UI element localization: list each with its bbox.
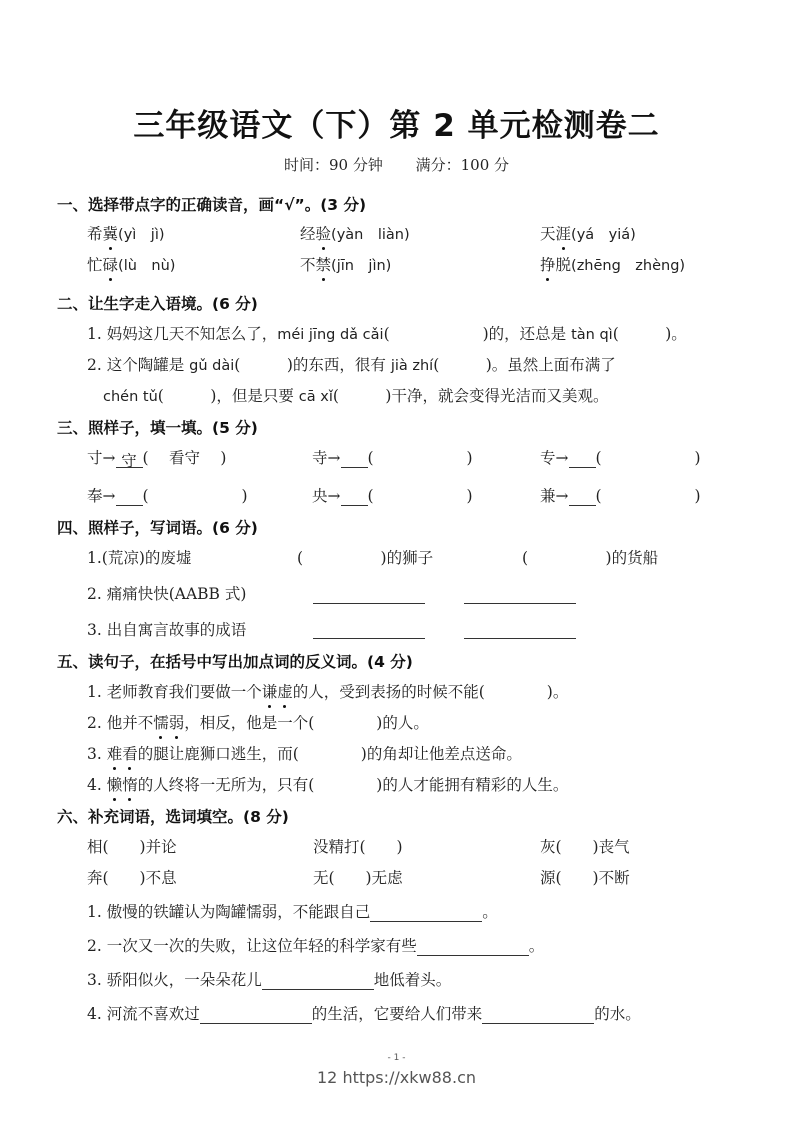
page-title: 三年级语文（下）第 2 单元检测卷二	[133, 108, 660, 144]
page-number: - 1 -	[387, 1053, 406, 1063]
s6-sentence-3: 3. 骄阳似火，一朵朵花儿 地低着头。	[87, 971, 452, 989]
answer-blank[interactable]: ( )。	[612, 325, 687, 343]
s6-idiom-4[interactable]: 奔( )不息	[87, 869, 177, 887]
time-limit: 时间：90 分钟	[283, 156, 383, 174]
word: 经验	[300, 225, 331, 243]
s6-idiom-1[interactable]: 相( )并论	[87, 838, 177, 856]
s2-line-2: 2. 这个陶罐是 gǔ dài( )的东西，很有 jià zhí( )。虽然上面布满了	[87, 356, 616, 374]
s4-line-2: 2. 痛痛快快(AABB 式)	[87, 585, 247, 603]
s4-line-1b[interactable]: ( )的狮子	[297, 549, 434, 567]
s3-item-6: 兼→ ( )	[540, 487, 701, 505]
answer-blank[interactable]	[569, 449, 596, 468]
s5-line-2: 2. 他并不懦弱，相反，他是一个( )的人。	[87, 711, 429, 733]
section5-heading: 五、读句子，在括号中写出加点词的反义词。(4 分)	[57, 653, 413, 671]
dotted-word: 懦弱	[153, 714, 184, 732]
answer-blank[interactable]: ( )的东西，很有	[234, 356, 391, 374]
dotted-word: 难看	[107, 745, 138, 763]
s2-line-3: chén tǔ( )，但是只要 cā xǐ( )干净，就会变得光洁而又美观。	[103, 387, 609, 405]
s3-item-3: 专→ ( )	[540, 449, 701, 467]
answer-blank[interactable]	[313, 620, 425, 639]
section2-heading: 二、让生字走入语境。(6 分)	[57, 295, 258, 313]
watermark-url: 12 https://xkw88.cn	[317, 1068, 476, 1087]
s5-line-1: 1. 老师教育我们要做一个谦虚的人，受到表扬的时候不能( )。	[87, 680, 568, 702]
s5-line-3: 3. 难看的腿让鹿狮口逃生，而( )的角却让他差点送命。	[87, 742, 522, 764]
s6-sentence-2: 2. 一次又一次的失败，让这位年轻的科学家有些 。	[87, 937, 545, 955]
s1-item-5: 不禁(jīn jìn)	[300, 253, 391, 275]
exam-info	[0, 154, 793, 175]
s2-line-1: 1. 妈妈这几天不知怎么了，méi jīng dǎ cǎi( )的，还总是 tàn qì( )。	[87, 325, 687, 343]
answer-blank[interactable]: 守	[116, 449, 143, 468]
answer-blank[interactable]	[417, 937, 529, 956]
s6-idiom-5[interactable]: 无( )无虑	[313, 869, 403, 887]
dotted-word: 谦虚	[262, 683, 293, 701]
s1-item-4: 忙碌(lù nù)	[87, 253, 175, 275]
answer-blank[interactable]: ( )，但是只要	[157, 387, 299, 405]
s4-line-1c[interactable]: ( )的货船	[522, 549, 659, 567]
answer-blank[interactable]	[341, 449, 368, 468]
answer-blank[interactable]: ( )。虽然上面布满了	[433, 356, 616, 374]
s4-line-1a: 1.(荒凉)的废墟	[87, 549, 192, 567]
word: 不禁	[300, 256, 331, 274]
s1-item-6: 挣脱(zhēng zhèng)	[540, 253, 685, 275]
answer-blank[interactable]	[313, 585, 425, 604]
answer-blank[interactable]	[370, 903, 482, 922]
s3-item-4: 奉→ ( )	[87, 487, 248, 505]
word: 希冀	[87, 225, 118, 243]
section1-heading: 一、选择带点字的正确读音，画“√”。(3 分)	[57, 196, 367, 214]
word: 挣脱	[540, 256, 571, 274]
answer-blank[interactable]	[262, 971, 374, 990]
s6-idiom-2[interactable]: 没精打( )	[313, 838, 403, 856]
answer-blank[interactable]	[464, 620, 576, 639]
word: 忙碌	[87, 256, 118, 274]
s6-idiom-6[interactable]: 源( )不断	[540, 869, 630, 887]
section6-heading: 六、补充词语，选词填空。(8 分)	[57, 808, 289, 826]
s6-sentence-4: 4. 河流不喜欢过 的生活，它要给人们带来 的水。	[87, 1005, 641, 1023]
answer-blank[interactable]	[569, 487, 596, 506]
section4-heading: 四、照样子，写词语。(6 分)	[57, 519, 258, 537]
s5-line-4: 4. 懒惰的人终将一无所为，只有( )的人才能拥有精彩的人生。	[87, 773, 568, 795]
answer-blank[interactable]	[116, 487, 143, 506]
answer-blank[interactable]: ( )的，还总是	[383, 325, 572, 343]
answer-blank[interactable]	[200, 1005, 312, 1024]
s1-item-3: 天涯(yá yiá)	[540, 222, 636, 244]
answer-blank[interactable]	[482, 1005, 594, 1024]
s3-item-5: 央→ ( )	[312, 487, 473, 505]
s1-item-1: 希冀(yì jì)	[87, 222, 165, 244]
full-score: 满分：100 分	[415, 156, 510, 174]
s6-idiom-3[interactable]: 灰( )丧气	[540, 838, 630, 856]
word: 天涯	[540, 225, 571, 243]
answer-blank[interactable]: ( )干净，就会变得光洁而又美观。	[332, 387, 609, 405]
s4-line-3: 3. 出自寓言故事的成语	[87, 621, 247, 639]
s3-item-2: 寺→ ( )	[312, 449, 473, 467]
answer-blank[interactable]	[464, 585, 576, 604]
s6-sentence-1: 1. 傲慢的铁罐认为陶罐懦弱，不能跟自己 。	[87, 903, 498, 921]
s3-item-1: 寸→ 守 ( 看守 )	[87, 449, 227, 470]
answer-blank[interactable]	[341, 487, 368, 506]
section3-heading: 三、照样子，填一填。(5 分)	[57, 419, 258, 437]
dotted-word: 懒惰	[107, 776, 138, 794]
s1-item-2: 经验(yàn liàn)	[300, 222, 410, 244]
